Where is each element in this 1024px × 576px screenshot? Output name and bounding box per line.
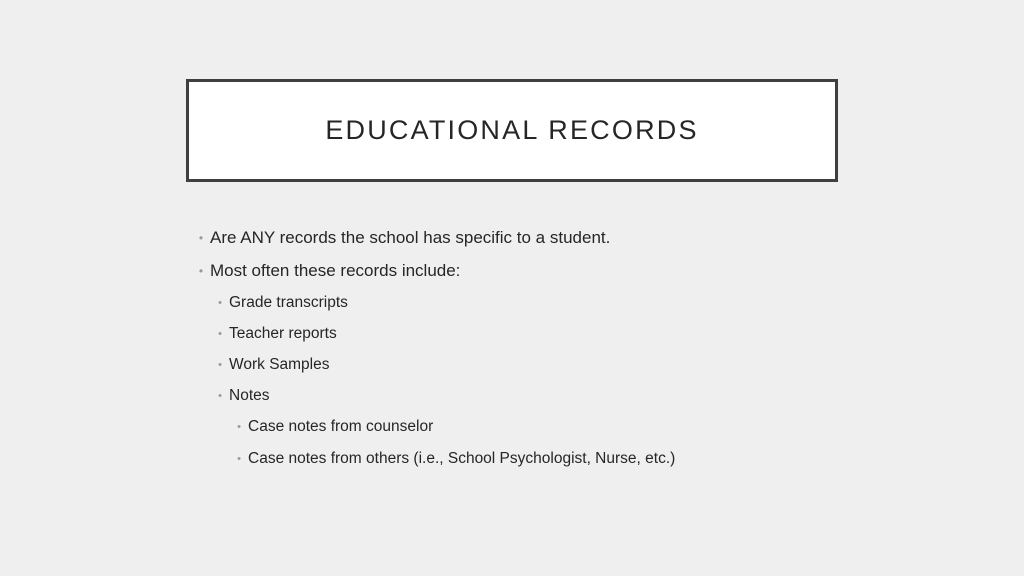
sub-bullet-item [211, 387, 270, 405]
bullet-dot-icon: • [237, 453, 241, 465]
bullet-text: Are ANY records the school has specific to a student. [210, 228, 611, 247]
bullet-dot-icon: • [218, 359, 222, 371]
bullet-text: Most often these records include: [210, 261, 461, 280]
bullet-dot-icon: • [218, 328, 222, 340]
bullet-dot-icon: • [198, 231, 204, 245]
sub-bullet-item [211, 294, 348, 312]
bullet-text: Teacher reports [229, 325, 337, 342]
sub-bullet-item [211, 325, 337, 343]
sub-sub-bullet-item [230, 450, 675, 468]
bullet-text: Work Samples [229, 356, 330, 373]
bullet-text: Case notes from counselor [248, 418, 434, 435]
bullet-text: Grade transcripts [229, 294, 348, 311]
bullet-dot-icon: • [198, 264, 204, 278]
bullet-dot-icon: • [218, 390, 222, 402]
bullet-dot-icon: • [237, 421, 241, 433]
bullet-text: Case notes from others (i.e., School Psychologist, Nurse, etc.) [248, 450, 676, 467]
bullet-item [192, 228, 610, 248]
sub-bullet-item [211, 356, 330, 374]
sub-sub-bullet-item [230, 418, 433, 436]
bullet-text: Notes [229, 387, 270, 404]
bullet-item [192, 261, 460, 281]
slide-title: EDUCATIONAL RECORDS [325, 115, 699, 145]
bullet-dot-icon: • [218, 297, 222, 309]
